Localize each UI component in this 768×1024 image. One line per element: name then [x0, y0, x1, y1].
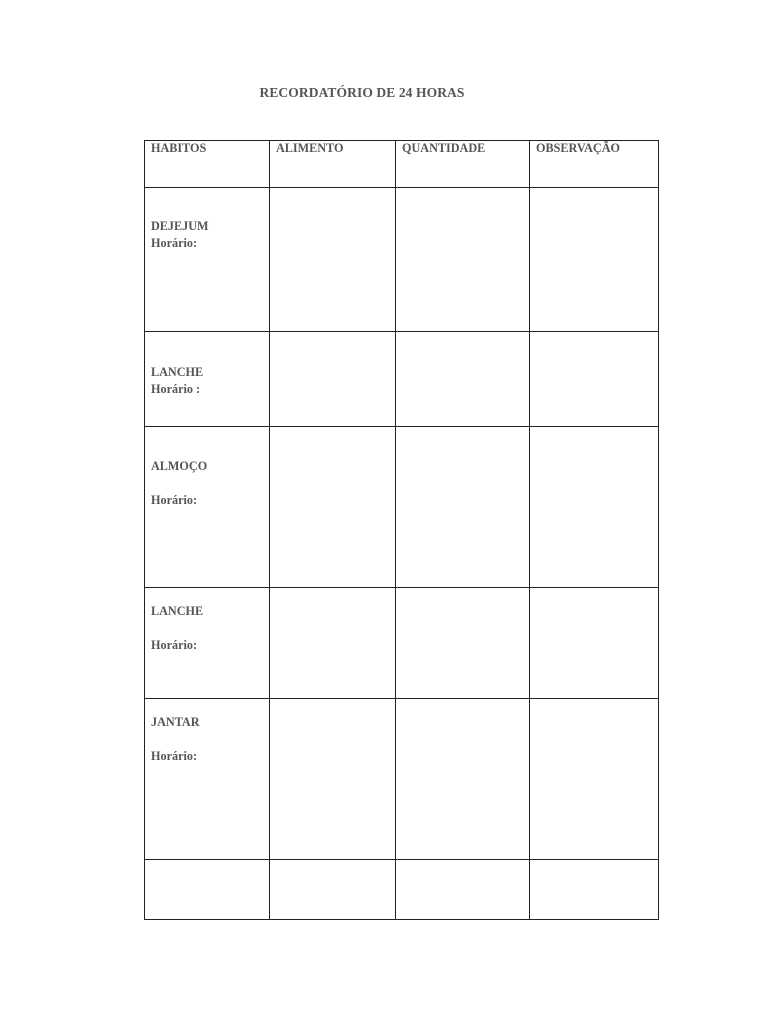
- alimento-cell[interactable]: [270, 188, 396, 332]
- habit-cell-empty[interactable]: [145, 860, 270, 920]
- habit-cell-lanche: [145, 332, 270, 427]
- quantidade-cell[interactable]: [396, 860, 530, 920]
- alimento-cell[interactable]: [270, 427, 396, 588]
- meal-label: LANCHE: [151, 365, 204, 379]
- document-title: RECORDATÓRIO DE 24 HORAS: [259, 85, 465, 100]
- time-label: Horário:: [151, 493, 198, 507]
- header-observacao: OBSERVAÇÃO: [530, 141, 659, 188]
- time-label: Horário :: [151, 382, 201, 396]
- table-row: [145, 427, 659, 588]
- habit-cell-almoco: [145, 427, 270, 588]
- meal-label: ALMOÇO: [151, 459, 208, 473]
- table-header-row: [145, 141, 659, 188]
- alimento-cell[interactable]: [270, 699, 396, 860]
- food-recall-table: [144, 140, 659, 920]
- observacao-cell[interactable]: [530, 699, 659, 860]
- time-label: Horário:: [151, 638, 198, 652]
- meal-label: JANTAR: [151, 715, 200, 729]
- alimento-cell[interactable]: [270, 332, 396, 427]
- alimento-cell[interactable]: [270, 588, 396, 699]
- observacao-cell[interactable]: [530, 427, 659, 588]
- observacao-cell[interactable]: [530, 860, 659, 920]
- table-row: [145, 699, 659, 860]
- header-alimento: ALIMENTO: [270, 141, 396, 188]
- quantidade-cell[interactable]: [396, 332, 530, 427]
- meal-label: LANCHE: [151, 604, 204, 618]
- alimento-cell[interactable]: [270, 860, 396, 920]
- habit-cell-jantar: [145, 699, 270, 860]
- observacao-cell[interactable]: [530, 332, 659, 427]
- table-row: [145, 332, 659, 427]
- time-label: Horário:: [151, 749, 198, 763]
- header-habitos: HABITOS: [145, 141, 270, 188]
- quantidade-cell[interactable]: [396, 427, 530, 588]
- table-row: [145, 188, 659, 332]
- table-row: [145, 588, 659, 699]
- quantidade-cell[interactable]: [396, 699, 530, 860]
- quantidade-cell[interactable]: [396, 188, 530, 332]
- habit-cell-dejejum: [145, 188, 270, 332]
- habit-cell-lanche-2: [145, 588, 270, 699]
- observacao-cell[interactable]: [530, 188, 659, 332]
- quantidade-cell[interactable]: [396, 588, 530, 699]
- header-quantidade: QUANTIDADE: [396, 141, 530, 188]
- time-label: Horário:: [151, 236, 198, 250]
- observacao-cell[interactable]: [530, 588, 659, 699]
- meal-label: DEJEJUM: [151, 219, 209, 233]
- table-row: [145, 860, 659, 920]
